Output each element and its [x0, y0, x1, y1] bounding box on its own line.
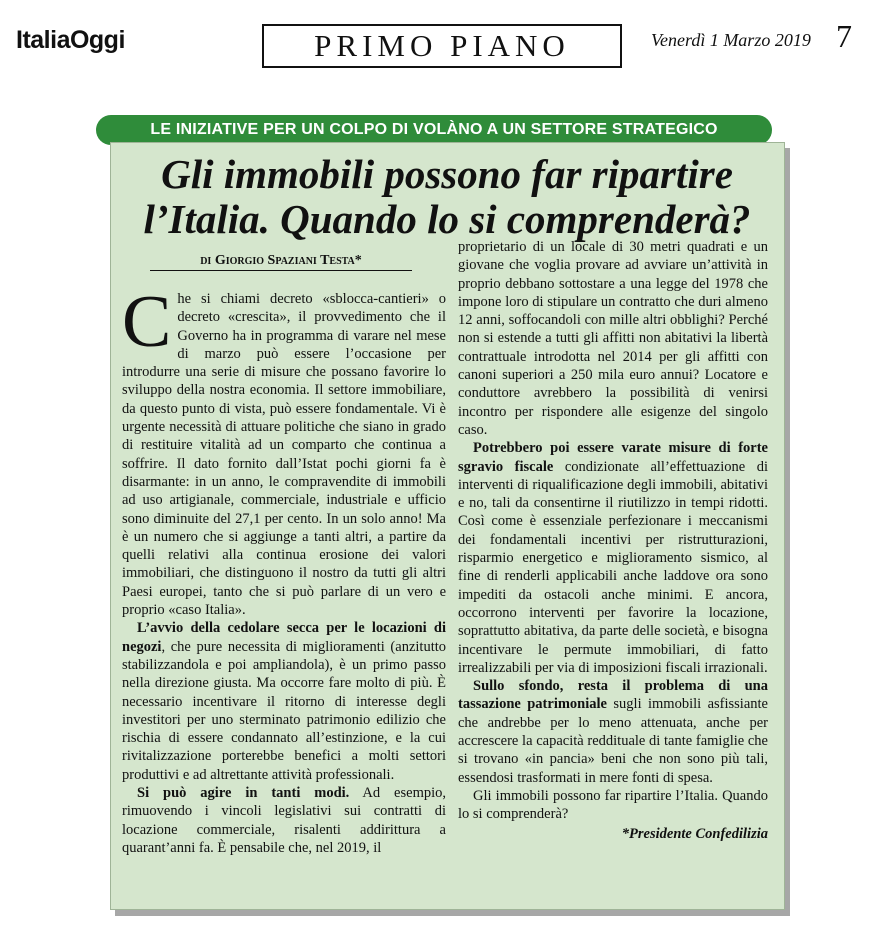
lead-in-bold: Sullo sfondo, resta il problema di una tassazione patrimoniale [458, 678, 768, 713]
article-column-2 [458, 238, 768, 843]
lead-in-bold: Si può agire in tanti modi. [137, 785, 350, 802]
page-number: 7 [836, 18, 852, 54]
section-title: PRIMO PIANO [262, 24, 622, 68]
article-kicker: LE INIZIATIVE PER UN COLPO DI VOLÀNO A UN SETTORE STRATEGICO [96, 115, 772, 145]
article-paragraph: Si può agire in tanti modi. Ad esempio, rimuovendo i vincoli legislativi sui contratti di locazione commerciale, risalenti addirittura a quarant’anni fa. È pensabile che, nel 2019, il [122, 785, 447, 856]
article-byline: di Giorgio Spaziani Testa* [150, 253, 412, 271]
lead-in-bold: Potrebbero poi essere varate misure di forte sgravio fiscale [458, 440, 768, 475]
article-paragraph: Gli immobili possono far ripartire l’Italia. Quando lo si comprenderà? [458, 787, 768, 823]
article-paragraph: L’avvio della cedolare secca per le locazioni di negozi, che pure necessita di miglioramenti (anzitutto stabilizzandola e poi ampliandola), è un primo passo nella direzione giusta. Ma occorre fare molto di più. È necessario incentivare il ritorno di interesse degli investitori per uno sterminato patrimonio edilizio che rischia di essere condannato all’estinzione, e la cui rivitalizzazione porterebbe benefici a molti settori produttivi e ad altrettante attività professionali. [122, 620, 446, 783]
issue-date: Venerdì 1 Marzo 2019 [651, 30, 811, 50]
article-paragraph: Che si chiami decreto «sblocca-cantieri» o decreto «crescita», il provvedimento che il Governo ha in programma di varare nel mese di marzo può essere l’occasione per introdurre una serie di misure che possano favorire lo sviluppo della nostra economia. Il settore immobiliare, da questo punto di vista, può essere fondamentale. Vi è urgente necessità di attuare politiche che siano in grado di restituire vitalità ad un comparto che continua a soffrire. Il dato fornito dall’Istat pochi giorni fa è disarmante: in un anno, le compravendite di immobili ad uso artigianale, commerciale, industriale e ufficio sono diminuite del 27,1 per cento. In un solo anno! Ma è un numero che si aggiunge a tanti altri, a partire da quelli relativi alla continua erosione dei valori immobiliari, che distinguono il nostro da tutti gli altri Paesi europei, tanto che si può parlare di un vero e proprio «caso Italia». [122, 281, 446, 619]
lead-in-bold: L’avvio della cedolare secca per le locazioni di negozi [122, 620, 446, 655]
article-paragraph: Sullo sfondo, resta il problema di una tassazione patrimoniale sugli immobili asfissiante che andrebbe per lo meno attenuata, anche per accrescere la capacità reddituale di tante famiglie che si trovano «in pancia» beni che non sono più tali, essendosi trasformati in mere fonti di spesa. [458, 678, 768, 786]
drop-cap: C [122, 281, 172, 363]
article-headline: Gli immobili possono far ripartire l’Italia. Quando lo si comprenderà? [143, 151, 751, 242]
article-paragraph: proprietario di un locale di 30 metri quadrati e un giovane che voglia provare ad avviare un’attività in proprio debbano sottostare a una legge del 1978 che impone loro di stipulare un contratto che duri almeno 12 anni, soffocandoli con mille altri obblighi? Perché non si estende a tutti gli affitti non abitativi la libertà contrattuale introdotta nel 2014 per gli affitti con canoni superiori a 250 mila euro annui? Locatore e conduttore avrebbero la possibilità di venirsi incontro per rispondere alle esigenze del singolo caso. [458, 239, 768, 438]
masthead [0, 0, 872, 78]
author-signature: *Presidente Confedilizia [621, 825, 768, 842]
newspaper-logo: ItaliaOggi [16, 26, 125, 54]
article-column-1 [122, 281, 447, 857]
article-paragraph: Potrebbero poi essere varate misure di forte sgravio fiscale condizionate all’effettuazione di interventi di riqualificazione degli immobili, abitativi e no, tali da consentirne il riutilizzo in tempi ridotti. Così come è essenziale perfezionare i meccanismi dei fondamentali incentivi per ristrutturazioni, risparmio energetico e miglioramento sismico, al fine di renderli applicabili anche laddove ora sono impediti da ostacoli anche minimi. E ancora, occorrono interventi per favorire la locazione, soprattutto abitativa, da parte delle società, e bisogna incentivare le permute immobiliari, di fatto irrealizzabili per via di imposizioni fiscali irrazionali. [458, 440, 768, 676]
